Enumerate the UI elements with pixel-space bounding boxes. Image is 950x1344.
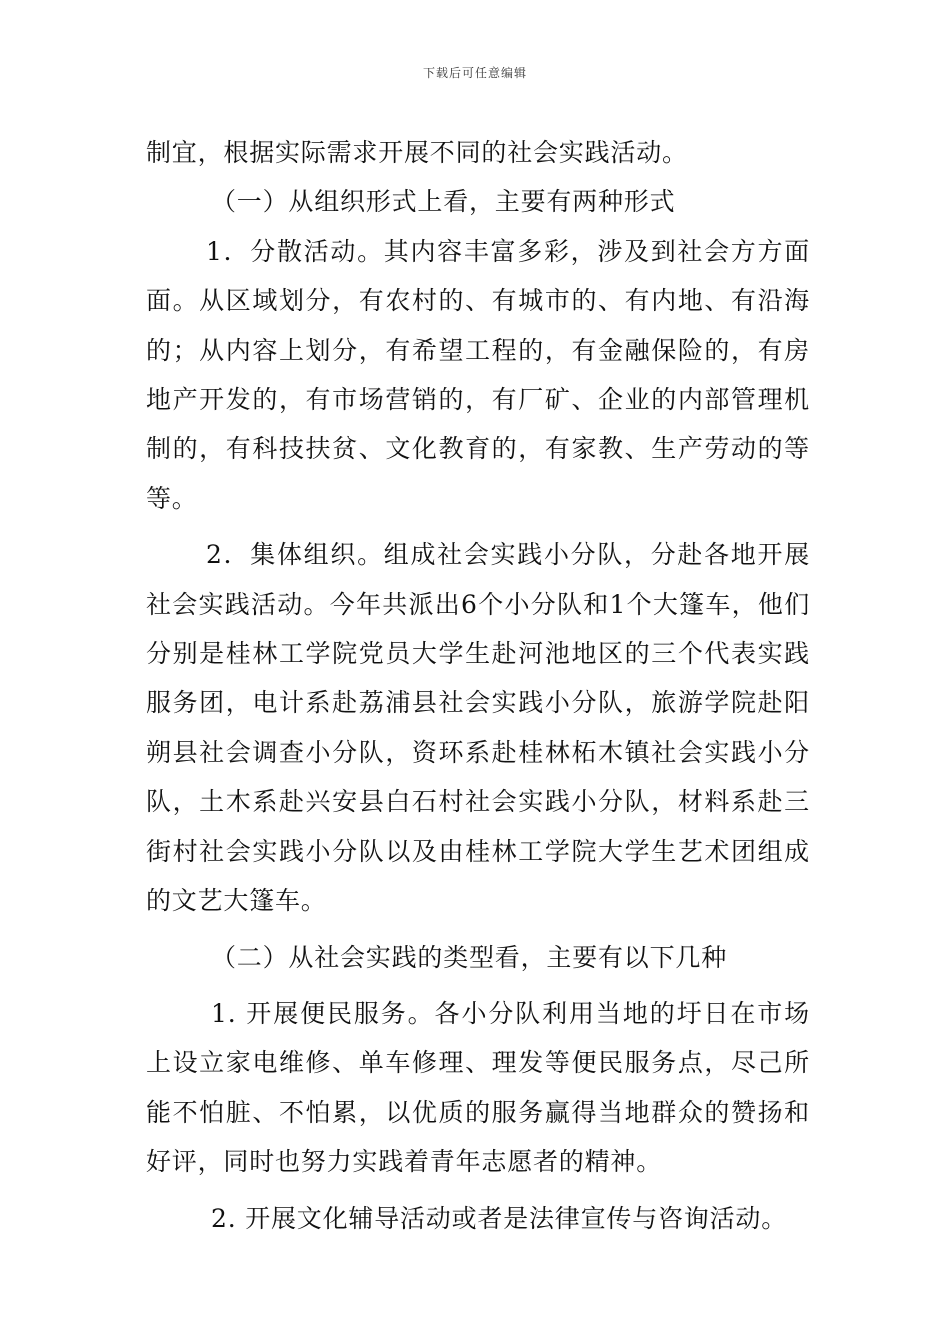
paragraph-2: （一）从组织形式上看，主要有两种形式 [211,187,676,217]
paragraph-7: 2. 开展文化辅导活动或者是法律宣传与咨询活动。 [211,1203,788,1233]
paragraph-3: 1．分散活动。其内容丰富多彩，涉及到社会方方面面。从区域划分，有农村的、有城市的、有内地、有沿海的；从内容上划分，有希望工程的，有金融保险的，有房地产开发的，有市场营销的，有厂矿、企业的内部管理机制的，有科技扶贫、文化教育的，有家教、生产劳动的等等。 [146,236,810,513]
paragraph-6: 1. 开展便民服务。各小分队利用当地的圩日在市场上设立家电维修、单车修理、理发等便民服务点，尽己所能不怕脏、不怕累，以优质的服务赢得当地群众的赞扬和好评，同时也努力实践着青年志愿者的精神。 [146,998,810,1177]
document-body [146,128,810,1243]
paragraph-5: （二）从社会实践的类型看，主要有以下几种 [211,942,728,972]
page-header: 下载后可任意编辑 [422,66,527,80]
paragraph-1: 制宜，根据实际需求开展不同的社会实践活动。 [146,138,688,167]
paragraph-4: 2．集体组织。组成社会实践小分队，分赴各地开展社会实践活动。今年共派出6个小分队和1个大篷车，他们分别是桂林工学院党员大学生赴河池地区的三个代表实践服务团，电计系赴荔浦县社会实践小分队，旅游学院赴阳朔县社会调查小分队，资环系赴桂林柘木镇社会实践小分队，土木系赴兴安县白石村社会实践小分队，材料系赴三街村社会实践小分队以及由桂林工学院大学生艺术团组成的文艺大篷车。 [146,540,810,916]
